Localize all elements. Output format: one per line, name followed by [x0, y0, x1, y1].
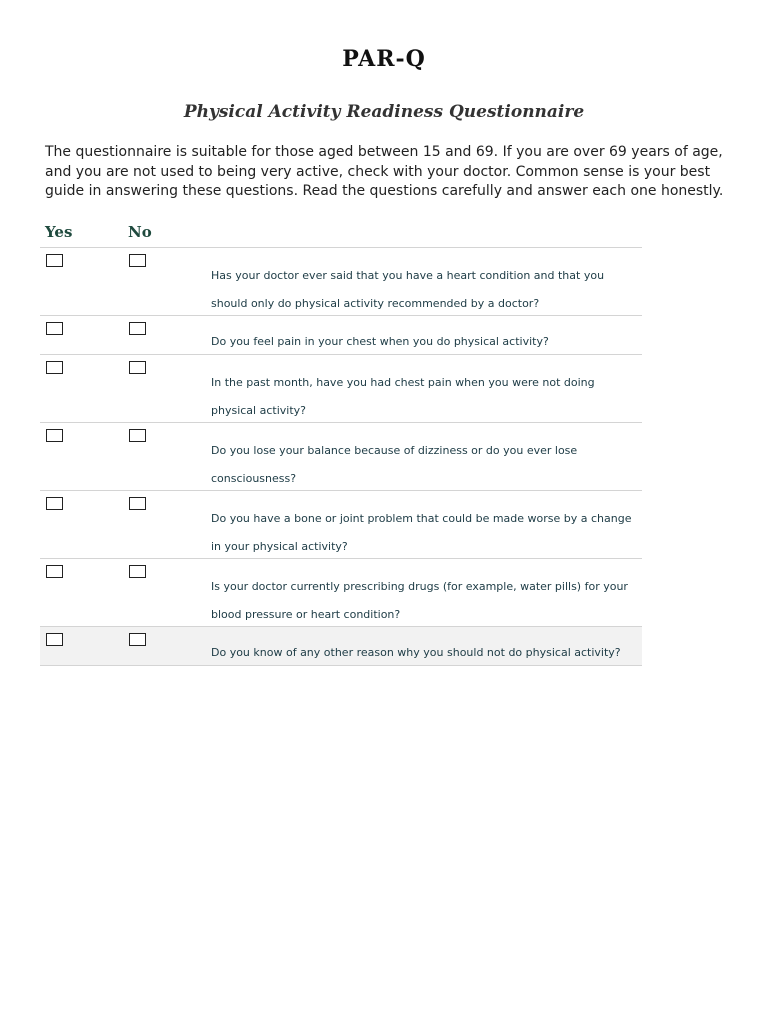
- question-7-no-checkbox[interactable]: [129, 633, 146, 646]
- question-5-yes-checkbox[interactable]: [46, 497, 63, 510]
- page-title: PAR-Q: [342, 46, 426, 72]
- question-4-text: Do you lose your balance because of dizziness or do you ever lose consciousness?: [211, 444, 578, 485]
- question-row-7: [40, 627, 642, 666]
- question-1-text: Has your doctor ever said that you have a heart condition and that you should only do physical activity recommended by a doctor?: [211, 269, 605, 310]
- page-subtitle: Physical Activity Readiness Questionnaire: [183, 102, 585, 122]
- question-3-yes-checkbox[interactable]: [46, 361, 63, 374]
- question-4-no-checkbox[interactable]: [129, 429, 146, 442]
- question-3-text: In the past month, have you had chest pain when you were not doing physical activity?: [211, 376, 595, 417]
- question-row-4: [40, 423, 642, 491]
- questionnaire-form: [40, 220, 642, 666]
- question-3-no-checkbox[interactable]: [129, 361, 146, 374]
- column-header-row: [40, 220, 642, 248]
- question-1-yes-checkbox[interactable]: [46, 254, 63, 267]
- question-6-no-checkbox[interactable]: [129, 565, 146, 578]
- question-row-6: [40, 559, 642, 627]
- question-row-5: [40, 491, 642, 559]
- question-7-yes-checkbox[interactable]: [46, 633, 63, 646]
- question-5-no-checkbox[interactable]: [129, 497, 146, 510]
- question-row-2: [40, 316, 642, 355]
- question-row-3: [40, 355, 642, 423]
- question-row-1: [40, 248, 642, 316]
- question-2-text: Do you feel pain in your chest when you do physical activity?: [211, 335, 549, 348]
- no-column-header: No: [128, 223, 152, 241]
- intro-paragraph: The questionnaire is suitable for those aged between 15 and 69. If you are over 69 years of age, and you are not used to being very active, check with your doctor. Common sense is your best guide in answering these questions. Read the questions carefully and answer each one honestly.: [45, 144, 724, 199]
- question-1-no-checkbox[interactable]: [129, 254, 146, 267]
- question-7-text: Do you know of any other reason why you should not do physical activity?: [211, 646, 621, 659]
- question-4-yes-checkbox[interactable]: [46, 429, 63, 442]
- question-2-yes-checkbox[interactable]: [46, 322, 63, 335]
- question-6-yes-checkbox[interactable]: [46, 565, 63, 578]
- question-2-no-checkbox[interactable]: [129, 322, 146, 335]
- yes-column-header: Yes: [45, 223, 73, 241]
- question-6-text: Is your doctor currently prescribing drugs (for example, water pills) for your blood pressure or heart condition?: [211, 580, 628, 621]
- question-5-text: Do you have a bone or joint problem that could be made worse by a change in your physical activity?: [211, 512, 632, 553]
